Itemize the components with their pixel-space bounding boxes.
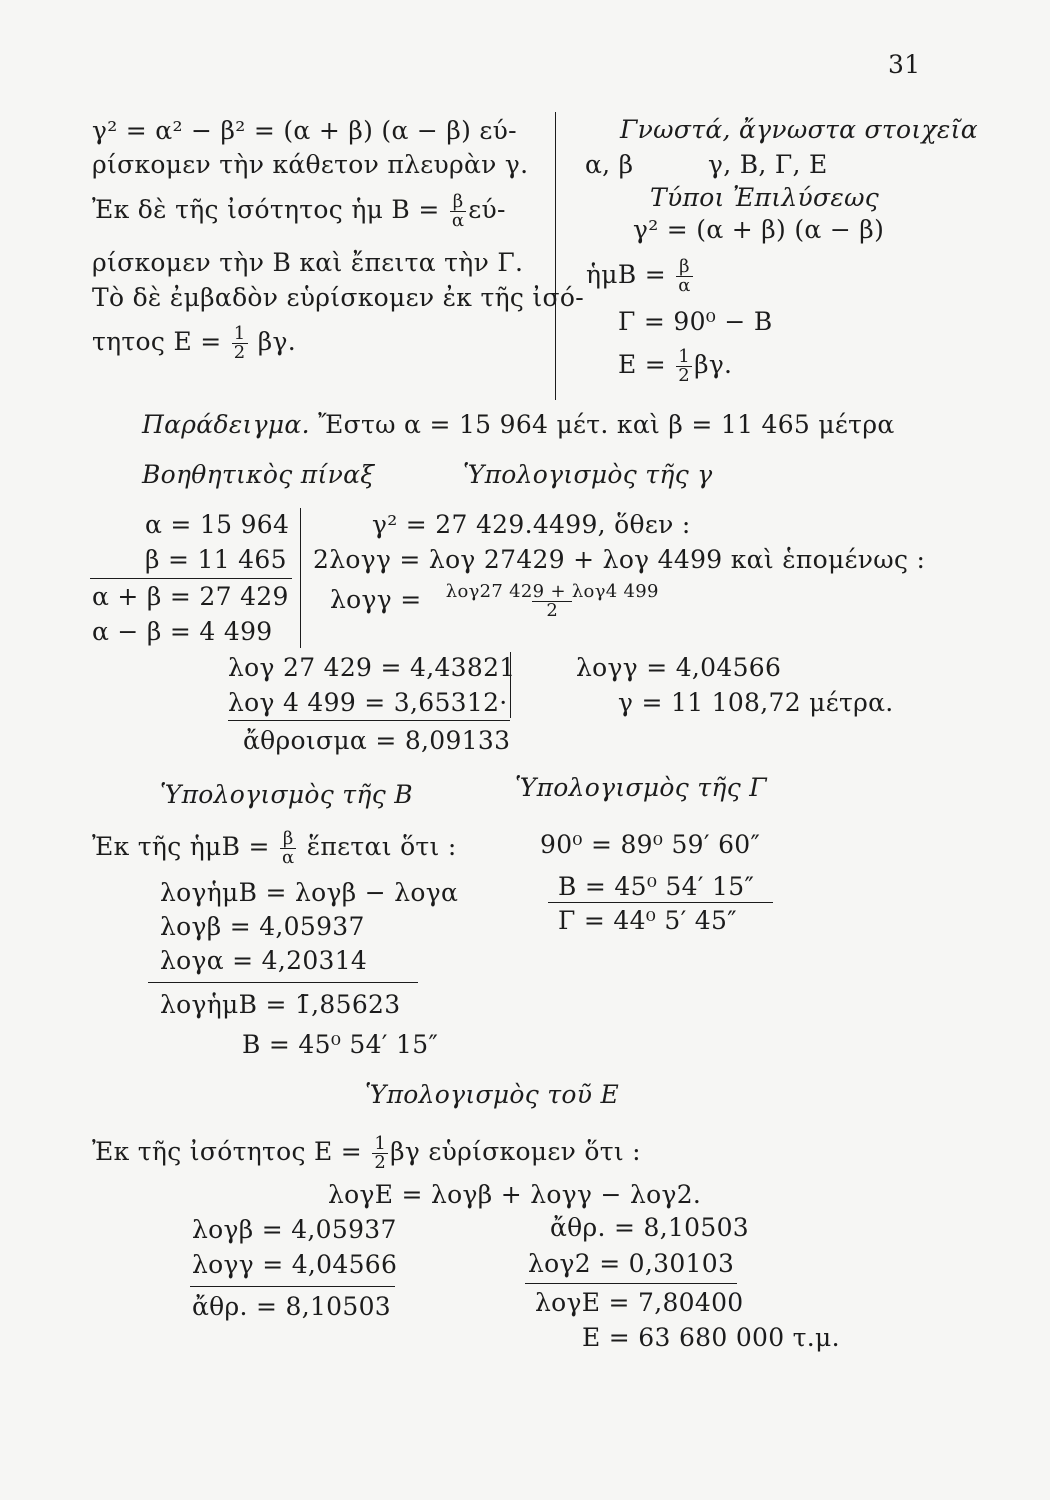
gamma-line-3-text: λογγ = xyxy=(330,585,422,614)
box-title: Γνωστά, ἄγνωστα στοιχεῖα xyxy=(620,115,978,144)
fraction-beta-alpha xyxy=(280,830,296,867)
g-rule xyxy=(548,902,773,903)
box-formula-1: γ² = (α + β) (α − β) xyxy=(633,215,885,244)
box-formula-4-text: Ε = xyxy=(618,350,667,379)
fraction-numerator: λογ27 429 + λογ4 499 xyxy=(445,581,659,602)
box-formula-4-tail: βγ. xyxy=(694,350,733,379)
b-line-1 xyxy=(92,830,457,867)
aux-row-beta: β = 11 465 xyxy=(145,545,287,574)
box-formula-2-text: ἡμΒ = xyxy=(586,260,666,289)
b-line-3: λογβ = 4,05937 xyxy=(160,912,365,941)
e-line-1 xyxy=(92,1135,641,1172)
aux-row-sum: α + β = 27 429 xyxy=(92,582,289,611)
aux-separator xyxy=(300,508,301,648)
intro-line-2: ρίσκομεν τὴν κάθετον πλευρὰν γ. xyxy=(92,150,529,179)
fraction-denominator: α xyxy=(678,275,691,296)
gamma-log-1: λογ 27 429 = 4,43821 xyxy=(228,653,516,682)
fraction-one-half xyxy=(232,325,248,362)
e-right-1: ἄθρ. = 8,10503 xyxy=(550,1213,749,1242)
aux-row-alpha: α = 15 964 xyxy=(145,510,290,539)
e-line-1-tail: βγ εὑρίσκομεν ὅτι : xyxy=(390,1137,641,1166)
fraction-beta-alpha xyxy=(676,258,692,295)
gamma-separator xyxy=(510,652,511,718)
fraction-denominator: α xyxy=(282,847,295,868)
fraction-numerator: β xyxy=(282,828,294,849)
intro-line-5: Τὸ δὲ ἐμβαδὸν εὑρίσκομεν ἐκ τῆς ἰσό- xyxy=(92,283,584,312)
e-left-2: λογγ = 4,04566 xyxy=(192,1250,398,1279)
aux-heading: Βοηθητικὸς πίναξ xyxy=(142,460,375,489)
fraction-numerator: 1 xyxy=(374,1133,387,1154)
b-line-2: λογἡμΒ = λογβ − λογα xyxy=(160,878,459,907)
intro-line-4: ρίσκομεν τὴν Β καὶ ἔπειτα τὴν Γ. xyxy=(92,248,524,277)
fraction-denominator: 2 xyxy=(678,365,691,386)
gamma-heading: Ὑπολογισμὸς τῆς γ xyxy=(463,460,713,489)
intro-line-3 xyxy=(92,193,506,230)
fraction-numerator: β xyxy=(452,191,464,212)
e-line-1-text: Ἐκ τῆς ἰσότητος Ε = xyxy=(92,1137,363,1166)
box-separator xyxy=(555,112,556,400)
b-heading: Ὑπολογισμὸς τῆς Β xyxy=(160,780,413,809)
box-formula-2 xyxy=(586,258,695,295)
example-label: Παράδειγμα. xyxy=(142,410,310,439)
gamma-result-1: λογγ = 4,04566 xyxy=(576,653,782,682)
b-line-1-text: Ἐκ τῆς ἡμΒ = xyxy=(92,832,270,861)
e-right-3: λογΕ = 7,80400 xyxy=(535,1288,744,1317)
b-line-6: Β = 45⁰ 54′ 15″ xyxy=(242,1030,439,1059)
aux-rule xyxy=(90,578,292,579)
e-right-2: λογ2 = 0,30103 xyxy=(528,1249,735,1278)
e-left-rule xyxy=(190,1286,395,1287)
intro-line-1: γ² = α² − β² = (α + β) (α − β) εύ- xyxy=(92,116,517,145)
e-right-rule xyxy=(525,1283,737,1284)
fraction-numerator: 1 xyxy=(678,346,691,367)
fraction-numerator: 1 xyxy=(233,323,246,344)
box-formulas-title: Τύποι Ἐπιλύσεως xyxy=(650,183,880,212)
intro-line-3-text: Ἐκ δὲ τῆς ἰσότητος ἡμ Β = xyxy=(92,195,440,224)
b-rule xyxy=(148,982,418,983)
example-line xyxy=(142,410,895,440)
fraction-log-sum xyxy=(432,583,673,620)
box-formula-4 xyxy=(618,348,732,385)
g-line-2: Β = 45⁰ 54′ 15″ xyxy=(558,872,755,901)
gamma-log-2: λογ 4 499 = 3,65312· xyxy=(228,688,508,717)
example-text: Ἔστω α = 15 964 μέτ. καὶ β = 11 465 μέτρα xyxy=(318,410,895,439)
g-heading: Ὑπολογισμὸς τῆς Γ xyxy=(515,773,767,802)
box-known: α, β xyxy=(585,150,634,179)
gamma-rule xyxy=(228,720,510,721)
e-line-2: λογΕ = λογβ + λογγ − λογ2. xyxy=(328,1180,702,1209)
fraction-one-half xyxy=(676,348,692,385)
fraction-numerator: β xyxy=(679,256,690,277)
gamma-result-2: γ = 11 108,72 μέτρα. xyxy=(618,688,894,717)
fraction-denominator: 2 xyxy=(233,342,246,363)
box-unknown: γ, Β, Γ, Ε xyxy=(708,150,828,179)
e-right-4: Ε = 63 680 000 τ.μ. xyxy=(582,1323,840,1352)
fraction-one-half xyxy=(372,1135,388,1172)
gamma-line-2: 2λογγ = λογ 27429 + λογ 4499 καὶ ἑπομένως : xyxy=(313,545,926,574)
gamma-sum: ἄθροισμα = 8,09133 xyxy=(243,726,511,755)
fraction-denominator: 2 xyxy=(374,1152,387,1173)
g-line-3: Γ = 44⁰ 5′ 45″ xyxy=(558,906,737,935)
e-left-3: ἄθρ. = 8,10503 xyxy=(192,1292,391,1321)
fraction-denominator: 2 xyxy=(532,601,572,620)
e-left-1: λογβ = 4,05937 xyxy=(192,1215,397,1244)
box-formula-3: Γ = 90⁰ − Β xyxy=(618,307,773,336)
b-line-5: λογἡμΒ = 1̄,85623 xyxy=(160,990,401,1019)
intro-line-6-tail: βγ. xyxy=(257,327,296,356)
fraction-denominator: α xyxy=(451,210,465,231)
e-heading: Ὑπολογισμὸς τοῦ Ε xyxy=(365,1080,620,1109)
intro-line-3-tail: εύ- xyxy=(468,195,506,224)
g-line-1: 90⁰ = 89⁰ 59′ 60″ xyxy=(540,830,761,859)
gamma-line-1: γ² = 27 429.4499, ὅθεν : xyxy=(372,510,691,539)
intro-line-6 xyxy=(92,325,296,362)
page-number: 31 xyxy=(888,50,921,79)
b-line-4: λογα = 4,20314 xyxy=(160,946,368,975)
b-line-1-tail: ἕπεται ὅτι : xyxy=(306,832,457,861)
intro-line-6-text: τητος Ε = xyxy=(92,327,222,356)
fraction-beta-alpha xyxy=(450,193,466,230)
aux-row-diff: α − β = 4 499 xyxy=(92,617,273,646)
gamma-line-3 xyxy=(330,583,675,620)
